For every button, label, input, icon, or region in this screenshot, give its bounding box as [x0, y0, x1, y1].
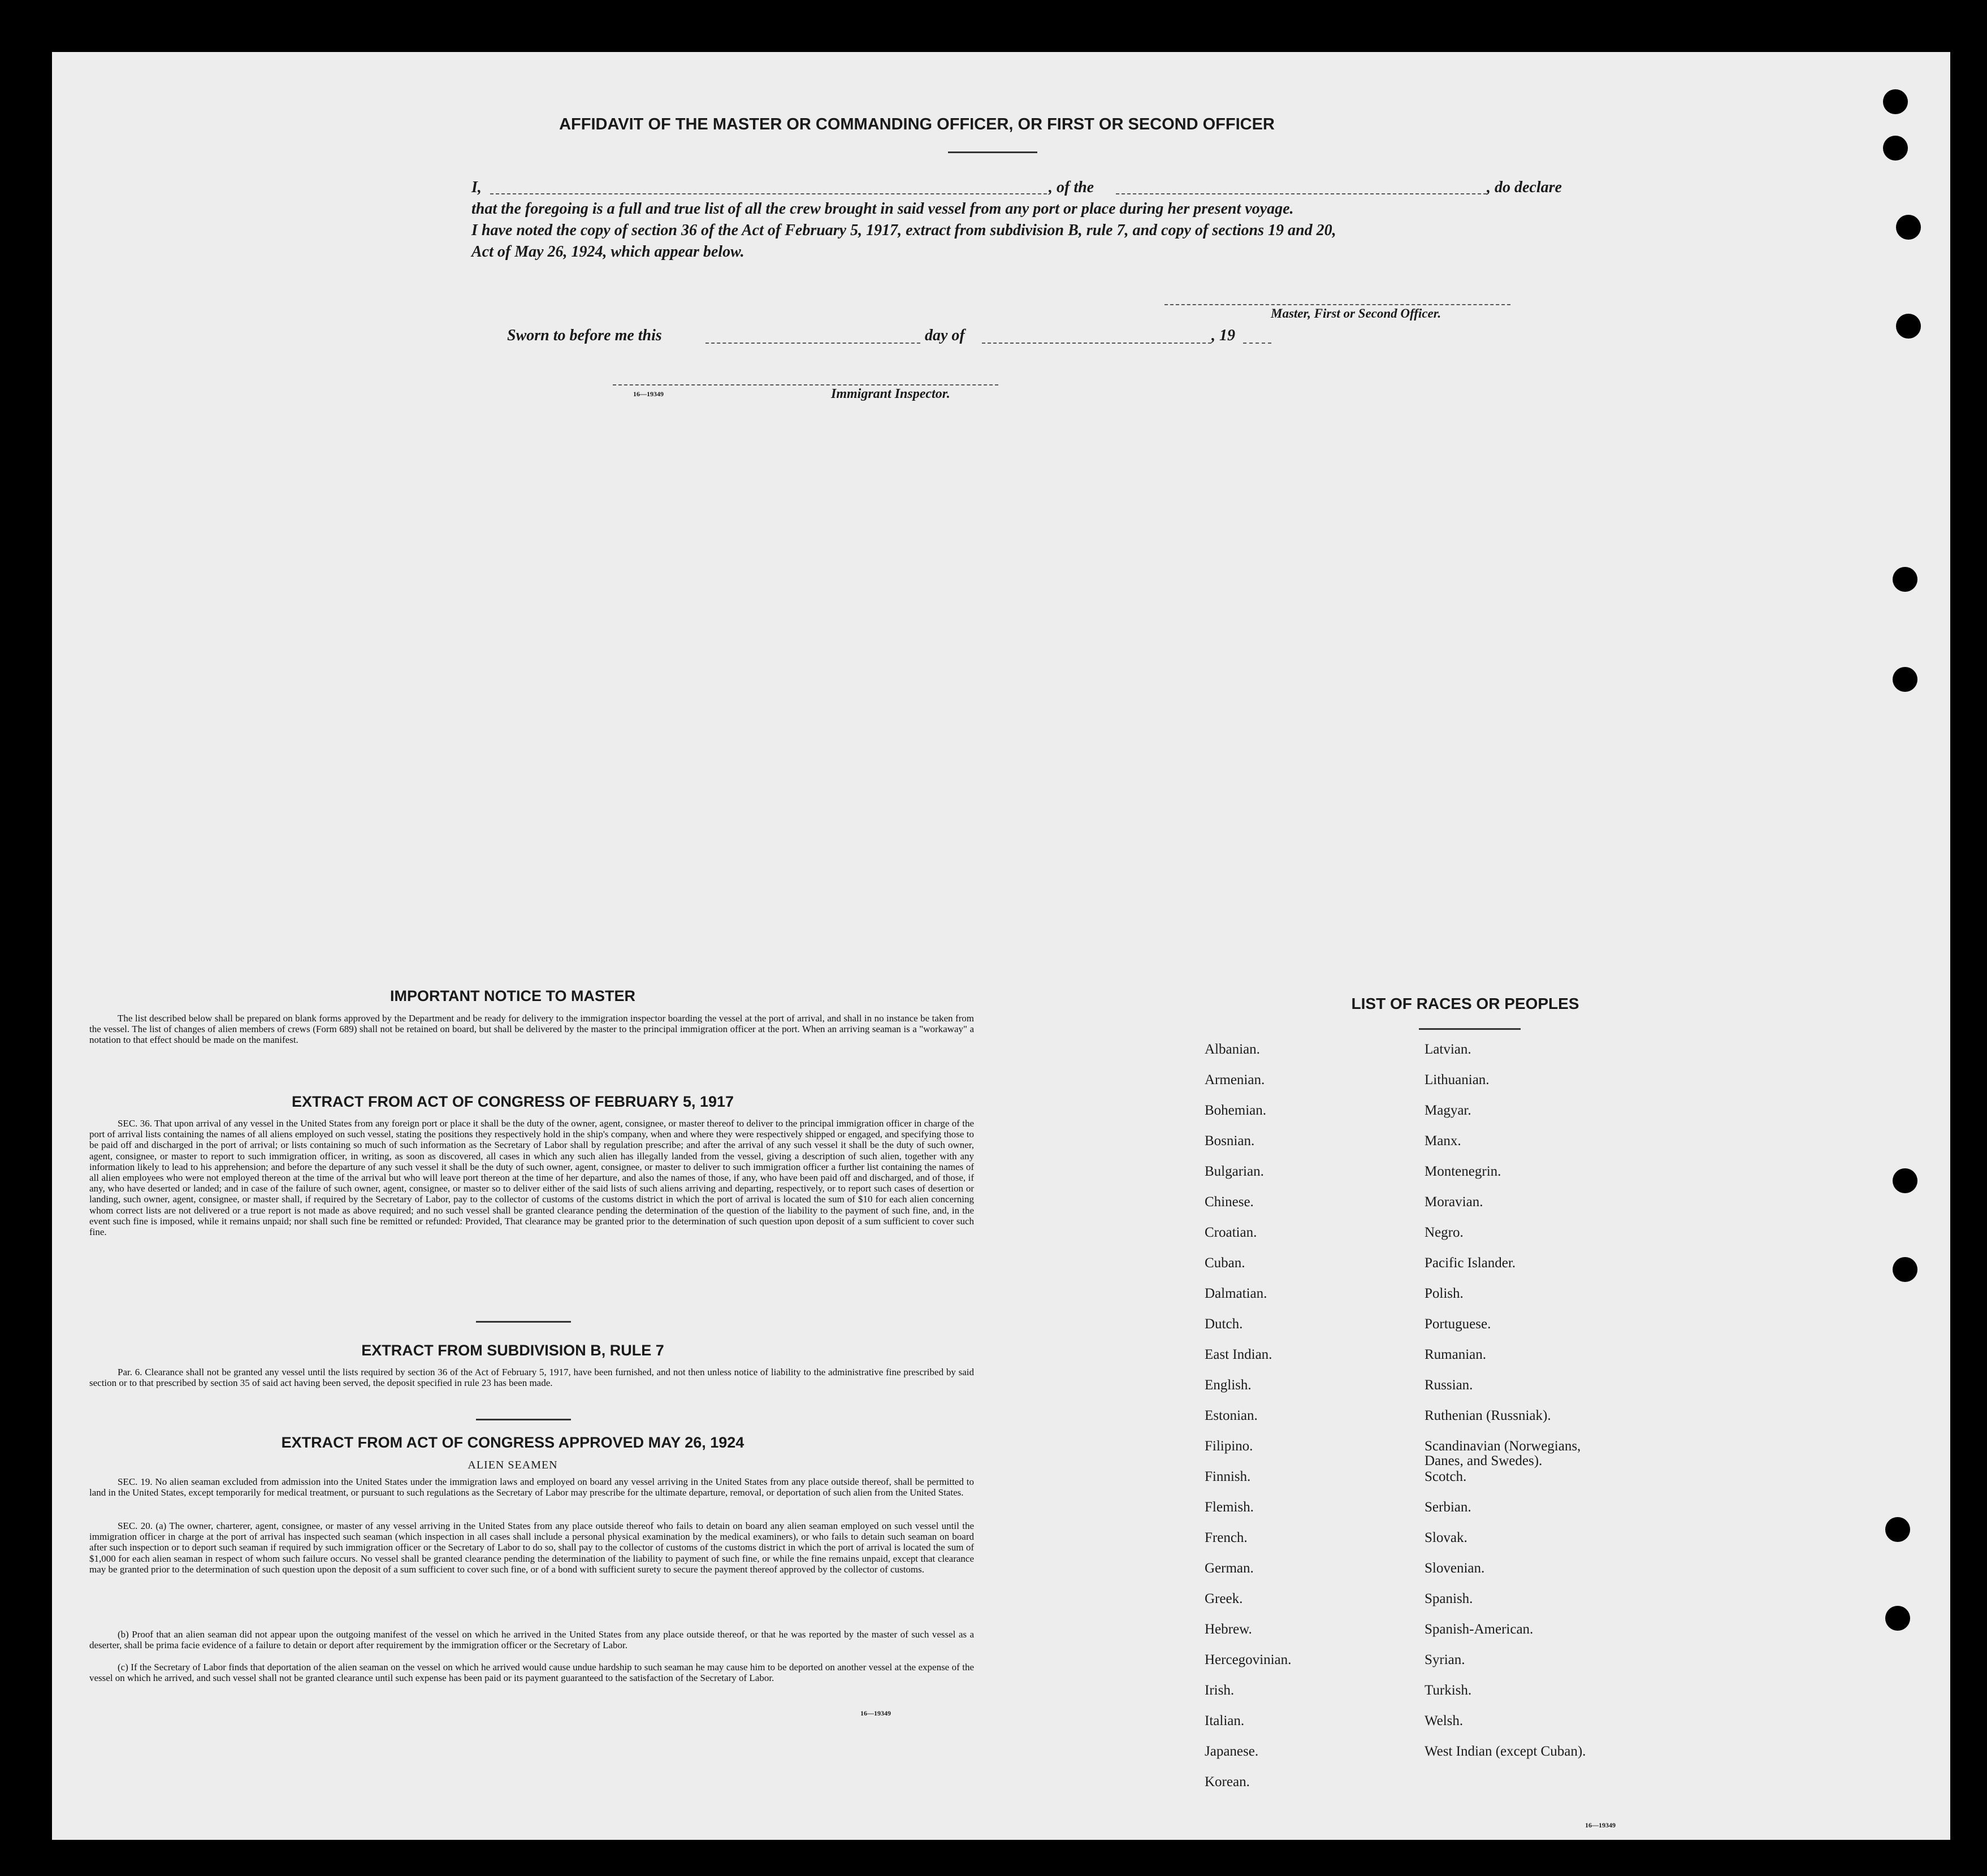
binder-hole [1883, 136, 1908, 161]
affidavit-line1-end: , do declare [1487, 179, 1562, 196]
race-list-item: Moravian. [1425, 1194, 1483, 1210]
binder-hole [1896, 314, 1921, 339]
race-list-item: Turkish. [1425, 1683, 1472, 1698]
section-rule-1 [476, 1321, 571, 1323]
race-list-item: Lithuanian. [1425, 1072, 1490, 1088]
race-list-item: Armenian. [1205, 1072, 1265, 1088]
sworn-start: Sworn to before me this [507, 327, 662, 344]
binder-hole [1893, 567, 1917, 592]
affidavit-line1-start: I, [471, 179, 482, 196]
race-list-item: Pacific Islander. [1425, 1255, 1516, 1271]
affidavit-title: AFFIDAVIT OF THE MASTER OR COMMANDING OFFICER, OR FIRST OR SECOND OFFICER [559, 115, 1275, 133]
race-list-item: Dalmatian. [1205, 1286, 1267, 1301]
race-list-item: Spanish-American. [1425, 1622, 1534, 1637]
binder-hole [1893, 1257, 1917, 1282]
race-list-item: West Indian (except Cuban). [1425, 1744, 1586, 1759]
extract-rule7-title: EXTRACT FROM SUBDIVISION B, RULE 7 [361, 1342, 664, 1359]
race-list-item: Latvian. [1425, 1042, 1471, 1057]
signature-label: Master, First or Second Officer. [1271, 306, 1441, 320]
race-list-item: Scandinavian (Norwegians, Danes, and Swedes). [1425, 1439, 1581, 1468]
inspector-label: Immigrant Inspector. [831, 387, 950, 401]
affidavit-line1-mid: , of the [1049, 179, 1094, 196]
race-list-item: Filipino. [1205, 1439, 1253, 1454]
race-list-item: Chinese. [1205, 1194, 1254, 1210]
race-list-item: Welsh. [1425, 1713, 1464, 1728]
race-list-item: Syrian. [1425, 1652, 1465, 1667]
extract-1917-text: SEC. 36. That upon arrival of any vessel in the United States from any foreign port or place it shall be the duty of the owner, agent, consignee, or master thereof to deliver to the principal immigration officer in charge of the port of arrival lists containing the names of all aliens employed on such vessel, stating the positions they respectively hold in the ship's company, when and where they were respectively shipped or engaged, and specifying those to be paid off and discharged in the port of arrival; or lists containing so much of such information as the Secretary of Labor shall by regulation prescribe; and after the arrival of any such vessel it shall be the duty of such owner, agent, consignee, or master to report to such immigration officer, in writing, as soon as discovered, all cases in which any such alien has illegally landed from the vessel, giving a description of such alien, together with any information likely to lead to his apprehension; and before the departure of any such vessel it shall be the duty of such owner, agent, consignee, or master to deliver to such immigration officer a further list containing the names of all alien employees who were not employed thereon at the time of the arrival but who will leave port thereon at the time of her departure, and also the names of those, if any, who have been paid off and discharged, and of those, if any, who have deserted or landed; and in case of the failure of such owner, agent, consignee, or master so to deliver either of the said lists of such aliens arriving and departing, respectively, or to report such cases of desertion or landing, such owner, agent, consignee, or master shall, if required by the Secretary of Labor, pay to the collector of customs of the customs district in which the port of arrival is located the sum of $10 for each alien concerning whom correct lists are not delivered or a true report is not made as above required; and no such vessel shall be granted clearance pending the determination of the question of the liability to the payment of such fine, and, in the event such fine is imposed, while it remains unpaid; nor shall such fine be remitted or refunded: Provided, That clearance may be granted prior to the determination of such question upon deposit of a sum sufficient to cover such fine. [89, 1118, 974, 1238]
races-rule [1419, 1028, 1521, 1030]
race-list-item: Serbian. [1425, 1500, 1471, 1515]
race-list-item: Hercegovinian. [1205, 1652, 1292, 1667]
race-list-item: Italian. [1205, 1713, 1245, 1728]
race-list-item: Magyar. [1425, 1103, 1471, 1118]
name-blank[interactable] [490, 193, 1047, 194]
affidavit-line2: that the foregoing is a full and true list of all the crew brought in said vessel from any port or place during her present voyage. [471, 200, 1294, 218]
race-list-item: Scotch. [1425, 1469, 1467, 1484]
races-title: LIST OF RACES OR PEOPLES [1351, 995, 1579, 1012]
race-list-item: Flemish. [1205, 1500, 1254, 1515]
vessel-blank[interactable] [1116, 193, 1487, 194]
race-list-item: Negro. [1425, 1225, 1464, 1240]
race-list-item: Russian. [1425, 1377, 1473, 1393]
race-list-item: Cuban. [1205, 1255, 1245, 1271]
race-list-item: Bulgarian. [1205, 1164, 1264, 1179]
race-list-item: Portuguese. [1425, 1316, 1491, 1332]
race-list-item: Bosnian. [1205, 1133, 1255, 1149]
race-list-item: Croatian. [1205, 1225, 1257, 1240]
sworn-day-blank[interactable] [705, 343, 920, 344]
binder-hole [1885, 1517, 1910, 1542]
race-list-item: Estonian. [1205, 1408, 1258, 1423]
race-list-item: Japanese. [1205, 1744, 1259, 1759]
race-list-item: Irish. [1205, 1683, 1235, 1698]
title-rule [948, 151, 1037, 153]
race-list-item: Manx. [1425, 1133, 1461, 1149]
race-list-item: Finnish. [1205, 1469, 1251, 1484]
affidavit-line3: I have noted the copy of section 36 of the Act of February 5, 1917, extract from subdivision B, rule 7, and copy of sections 19 and 20, [471, 222, 1336, 239]
race-list-item: East Indian. [1205, 1347, 1272, 1362]
binder-hole [1896, 215, 1921, 240]
race-list-item: Montenegrin. [1425, 1164, 1501, 1179]
race-list-item: Polish. [1425, 1286, 1464, 1301]
sworn-mid: day of [925, 327, 965, 344]
race-list-item: Rumanian. [1425, 1347, 1487, 1362]
races-column-1 [1205, 1042, 1291, 1805]
extract-1924-sec20a: SEC. 20. (a) The owner, charterer, agent, consignee, or master of any vessel arriving in the United States from any place outside thereof who fails to detain on board any alien seaman employed on such vessel until the immigration officer in charge at the port of arrival has inspected such seaman (which inspection in all cases shall include a personal physical examination by the medical examiners), or who fails to detain such seaman on board after such inspection or to deport such seaman if required by such immigration officer or the Secretary of Labor to do so, shall pay to the collector of customs of the customs district in which the port of arrival is located the sum of $1,000 for each alien seaman in respect of whom such failure occurs. No vessel shall be granted clearance pending the determination of the liability to payment of such fine, or while the fine remains unpaid, except that clearance may be granted prior to the determination of such question upon the deposit of a sum sufficient to cover such fine, or of a bond with sufficient surety to secure the payment thereof approved by the collector of customs. [89, 1520, 974, 1575]
extract-rule7-text: Par. 6. Clearance shall not be granted any vessel until the lists required by section 36 of the Act of February 5, 1917, have been furnished, and not then unless notice of liability to the administrative fine prescribed by said section or to that prescribed by section 35 of said act having been served, the deposit specified in rule 23 has been made. [89, 1367, 974, 1389]
race-list-item: Slovenian. [1425, 1561, 1485, 1576]
race-list-item: French. [1205, 1530, 1248, 1545]
signature-blank[interactable] [1165, 304, 1510, 305]
sworn-year-blank[interactable] [1243, 343, 1271, 344]
extract-1924-sec20b: (b) Proof that an alien seaman did not appear upon the outgoing manifest of the vessel on which he arrived in the United States from any place outside thereof, or that he was reported by the master of such vessel as a deserter, shall be prima facie evidence of a failure to detain or deport after requirement by the immigration officer or the Secretary of Labor. [89, 1629, 974, 1651]
affidavit-form-number: 16—19349 [633, 390, 664, 398]
races-form-number: 16—19349 [1585, 1821, 1616, 1829]
binder-hole [1893, 1168, 1917, 1193]
extract-1924-title: EXTRACT FROM ACT OF CONGRESS APPROVED MAY 26, 1924 [281, 1434, 744, 1451]
binder-hole [1885, 1606, 1910, 1631]
sworn-end: , 19 [1211, 327, 1235, 344]
binder-hole [1893, 667, 1917, 692]
extract-1924-sec19: SEC. 19. No alien seaman excluded from admission into the United States under the immigration laws and employed on board any vessel arriving in the United States from any place outside thereof, shall be permitted to land in the United States, except temporarily for medical treatment, or pursuant to such regulations as the Secretary of Labor may prescribe for the ultimate departure, removal, or deportation of such alien from the United States. [89, 1476, 974, 1498]
race-list-item: Hebrew. [1205, 1622, 1252, 1637]
extract-form-number: 16—19349 [860, 1709, 891, 1717]
sworn-month-blank[interactable] [982, 343, 1211, 344]
race-list-item: Ruthenian (Russniak). [1425, 1408, 1551, 1423]
notice-text: The list described below shall be prepared on blank forms approved by the Department and be ready for delivery to the immigration inspector boarding the vessel at the port of arrival, and shall in no instance be taken from the vessel. The list of changes of alien members of crews (Form 689) shall not be retained on board, but shall be delivered by the master to the principal immigration officer at the port. When an arriving seaman is a "workaway" a notation to that effect should be made on the manifest. [89, 1013, 974, 1046]
race-list-item: Albanian. [1205, 1042, 1260, 1057]
extract-1924-subtitle: ALIEN SEAMEN [467, 1459, 558, 1471]
section-rule-2 [476, 1419, 571, 1420]
inspector-blank[interactable] [613, 384, 998, 385]
race-list-item: Korean. [1205, 1774, 1250, 1790]
race-list-item: English. [1205, 1377, 1252, 1393]
race-list-item: German. [1205, 1561, 1254, 1576]
document-sheet [52, 52, 1950, 1840]
notice-title: IMPORTANT NOTICE TO MASTER [390, 987, 635, 1004]
races-column-2 [1425, 1042, 1586, 1775]
race-list-item: Spanish. [1425, 1591, 1473, 1606]
race-list-item: Dutch. [1205, 1316, 1243, 1332]
race-list-item: Slovak. [1425, 1530, 1467, 1545]
extract-1917-title: EXTRACT FROM ACT OF CONGRESS OF FEBRUARY 5, 1917 [291, 1093, 734, 1110]
race-list-item: Greek. [1205, 1591, 1243, 1606]
affidavit-line4: Act of May 26, 1924, which appear below. [471, 243, 744, 261]
binder-hole [1883, 89, 1908, 114]
extract-1924-sec20c: (c) If the Secretary of Labor finds that deportation of the alien seaman on the vessel on which he arrived would cause undue hardship to such seaman he may cause him to be deported on another vessel at the expense of the vessel on which he arrived, and such vessel shall not be granted clearance until such expense has been paid or its payment guaranteed to the satisfaction of the Secretary of Labor. [89, 1662, 974, 1684]
race-list-item: Bohemian. [1205, 1103, 1267, 1118]
